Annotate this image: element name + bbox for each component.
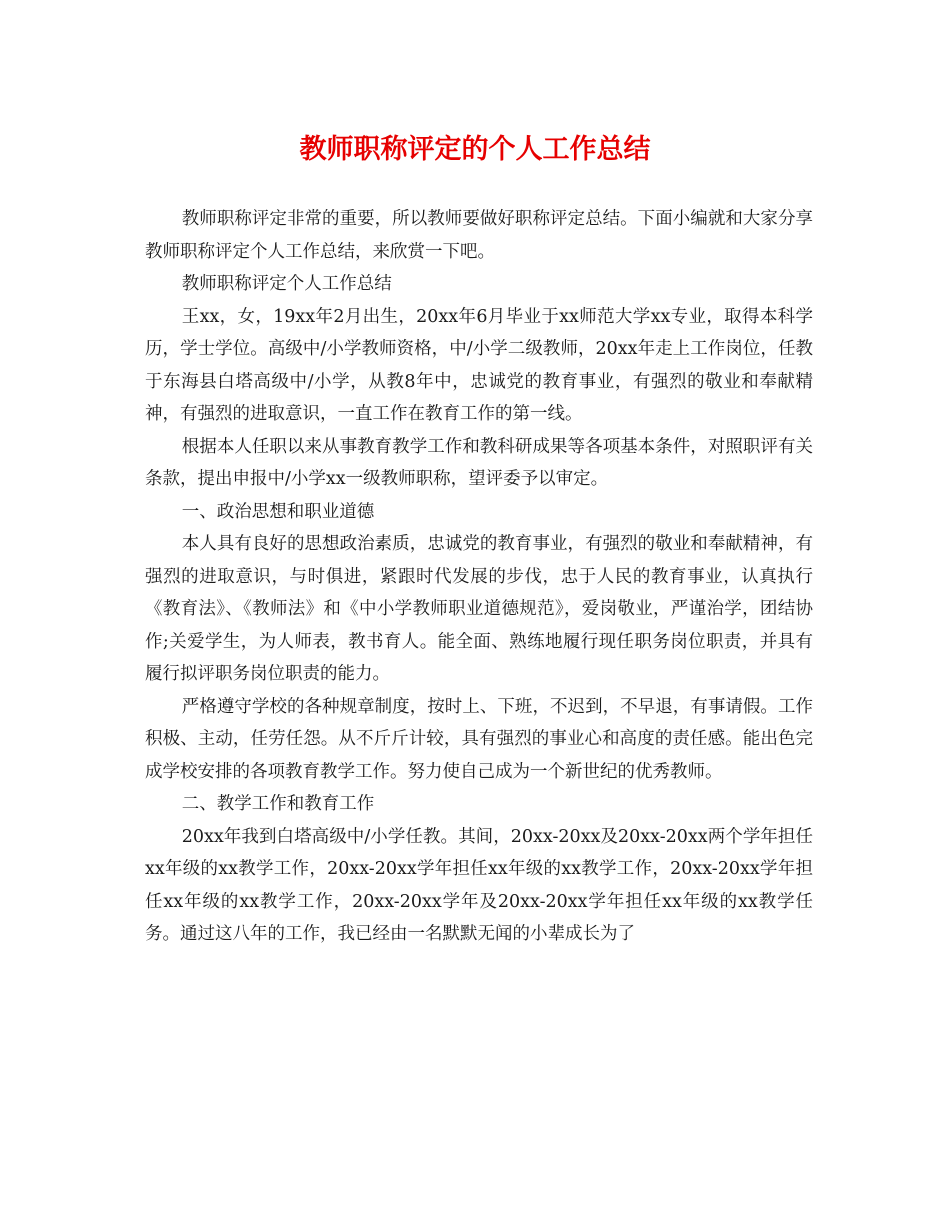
ethics-paragraph: 本人具有良好的思想政治素质，忠诚党的教育事业，有强烈的敬业和奉献精神，有强烈的进取意识，与时俱进，紧跟时代发展的步伐，忠于人民的教育事业，认真执行《教育法》、《教师法》和《中小学教师职业道德规范》，爱岗敬业，严谨治学，团结协作;关爱学生，为人师表，教书育人。能全面、熟练地履行现任职务岗位职责，并具有履行拟评职务岗位职责的能力。	[145, 534, 813, 684]
document-title: 教师职称评定的个人工作总结	[299, 134, 651, 165]
teaching-history-paragraph: 20xx年我到白塔高级中/小学任教。其间，20xx-20xx及20xx-20xx两个学年担任xx年级的xx教学工作，20xx-20xx学年担任xx年级的xx教学工作，20xx-20xx学年担任xx年级的xx教学工作，20xx-20xx学年及20xx-20xx学年担任xx年级的xx教学任务。通过这八年的工作，我已经由一名默默无闻的小辈成长为了	[145, 826, 813, 944]
subtitle-heading: 教师职称评定个人工作总结	[181, 274, 392, 294]
application-paragraph: 根据本人任职以来从事教育教学工作和教科研成果等各项基本条件，对照职评有关条款，提出申报中/小学xx一级教师职称，望评委予以审定。	[145, 436, 813, 489]
section-heading-teaching-work: 二、教学工作和教育工作	[181, 794, 375, 814]
section-heading-politics-ethics: 一、政治思想和职业道德	[181, 501, 375, 522]
personal-info-paragraph: 王xx，女，19xx年2月出生，20xx年6月毕业于xx师范大学xx专业，取得本科学历，学士学位。高级中/小学教师资格，中/小学二级教师，20xx年走上工作岗位，任教于东海县白塔高级中/小学，从教8年中，忠诚党的教育事业，有强烈的敬业和奉献精神，有强烈的进取意识，一直工作在教育工作的第一线。	[145, 306, 813, 424]
intro-paragraph: 教师职称评定非常的重要，所以教师要做好职称评定总结。下面小编就和大家分享教师职称评定个人工作总结，来欣赏一下吧。	[145, 209, 813, 262]
discipline-paragraph: 严格遵守学校的各种规章制度，按时上、下班，不迟到，不早退，有事请假。工作积极、主动，任劳任怨。从不斤斤计较，具有强烈的事业心和高度的责任感。能出色完成学校安排的各项教育教学工作。努力使自己成为一个新世纪的优秀教师。	[145, 696, 813, 782]
document-body	[145, 203, 813, 951]
